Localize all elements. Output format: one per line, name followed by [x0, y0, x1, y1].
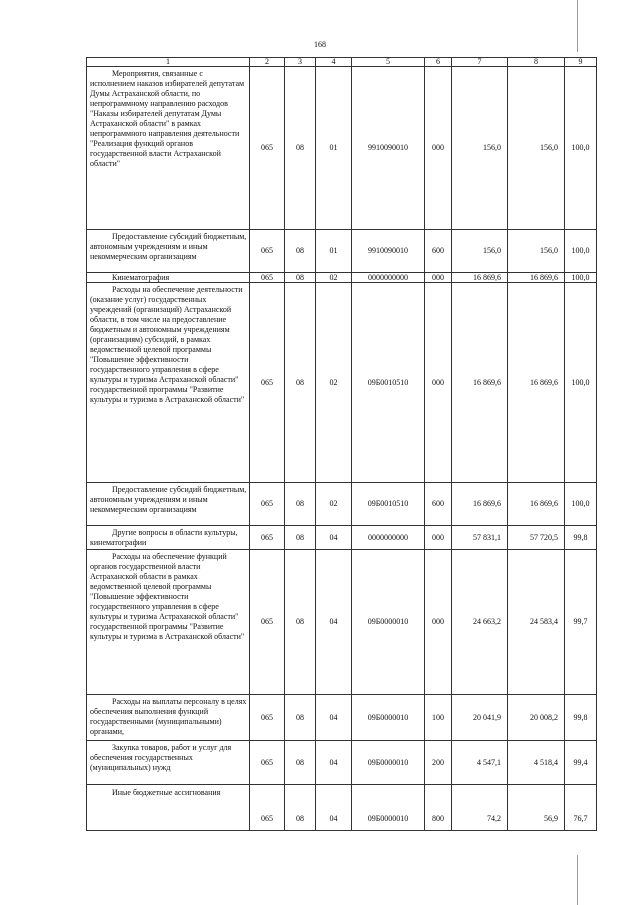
- row-name-cell: Другие вопросы в области культуры, кинематографии: [87, 526, 250, 550]
- table-row: [87, 695, 597, 741]
- cell-c4: 02: [316, 483, 352, 526]
- cell-c4: 01: [316, 67, 352, 230]
- cell-c7: 24 663,2: [452, 550, 508, 695]
- cell-c2: 065: [250, 526, 285, 550]
- cell-c7: 156,0: [452, 67, 508, 230]
- header-cell: 9: [565, 58, 597, 67]
- cell-c3: 08: [285, 283, 316, 483]
- cell-c4: 04: [316, 526, 352, 550]
- cell-c6: 000: [425, 526, 452, 550]
- row-name-cell: Предоставление субсидий бюджетным, автономным учреждениям и иным некоммерческим организациям: [87, 483, 250, 526]
- cell-c2: 065: [250, 550, 285, 695]
- budget-table: [86, 57, 597, 831]
- cell-c4: 04: [316, 785, 352, 831]
- cell-c4: 02: [316, 283, 352, 483]
- cell-c9: 100,0: [565, 230, 597, 273]
- page-number: 168: [314, 40, 326, 49]
- cell-c3: 08: [285, 741, 316, 785]
- header-cell: 7: [452, 58, 508, 67]
- cell-c9: 100,0: [565, 483, 597, 526]
- cell-c8: 4 518,4: [508, 741, 565, 785]
- cell-c9: 100,0: [565, 283, 597, 483]
- cell-c8: 57 720,5: [508, 526, 565, 550]
- cell-c9: 99,8: [565, 695, 597, 741]
- cell-c2: 065: [250, 283, 285, 483]
- row-name-cell: Расходы на обеспечение функций органов государственной власти Астраханской области в рамках ведомственной целевой программы "Повышение эффективности государственного управления в сфере культуры и туризма Астраханской области" государственной программы "Развитие культуры и туризма в Астраханской области": [87, 550, 250, 695]
- header-cell: 6: [425, 58, 452, 67]
- header-cell: 8: [508, 58, 565, 67]
- cell-c8: 16 869,6: [508, 483, 565, 526]
- header-cell: 5: [352, 58, 425, 67]
- table-row: [87, 283, 597, 483]
- header-cell: 4: [316, 58, 352, 67]
- cell-c5: 09Б0000010: [352, 785, 425, 831]
- cell-c5: 0000000000: [352, 273, 425, 283]
- cell-c4: 02: [316, 273, 352, 283]
- table-row: [87, 550, 597, 695]
- cell-c7: 4 547,1: [452, 741, 508, 785]
- cell-c9: 100,0: [565, 273, 597, 283]
- cell-c2: 065: [250, 273, 285, 283]
- cell-c6: 800: [425, 785, 452, 831]
- cell-c7: 74,2: [452, 785, 508, 831]
- cell-c4: 01: [316, 230, 352, 273]
- margin-rule: [577, 855, 578, 905]
- cell-c8: 16 869,6: [508, 283, 565, 483]
- header-cell: 2: [250, 58, 285, 67]
- row-name-cell: Мероприятия, связанные с исполнением наказов избирателей депутатам Думы Астраханской области, по непрограммному направлению расходов "Наказы избирателей депутатам Думы Астраханской области" в рамках непрограммного направления деятельности "Реализация функций органов государственной власти Астраханской области": [87, 67, 250, 230]
- table-row: [87, 483, 597, 526]
- table-row: [87, 67, 597, 230]
- cell-c6: 600: [425, 230, 452, 273]
- row-name-cell: Закупка товаров, работ и услуг для обеспечения государственных (муниципальных) нужд: [87, 741, 250, 785]
- header-cell: 3: [285, 58, 316, 67]
- table-row: [87, 785, 597, 831]
- cell-c5: 0000000000: [352, 526, 425, 550]
- cell-c9: 99,4: [565, 741, 597, 785]
- cell-c5: 9910090010: [352, 230, 425, 273]
- cell-c2: 065: [250, 695, 285, 741]
- cell-c8: 20 008,2: [508, 695, 565, 741]
- row-name-cell: Расходы на обеспечение деятельности (оказание услуг) государственных учреждений (организаций) Астраханской области, в том числе на предоставление бюджетным и автономным учреждениям (организациям) субсидий, в рамках ведомственной целевой программы "Повышение эффективности государственного управления в сфере культуры и туризма Астраханской области" государственной программы "Развитие культуры и туризма в Астраханской области": [87, 283, 250, 483]
- cell-c3: 08: [285, 526, 316, 550]
- cell-c6: 000: [425, 550, 452, 695]
- cell-c4: 04: [316, 695, 352, 741]
- cell-c2: 065: [250, 230, 285, 273]
- cell-c3: 08: [285, 483, 316, 526]
- row-name-cell: Расходы на выплаты персоналу в целях обеспечения выполнения функций государственными (муниципальными) органами,: [87, 695, 250, 741]
- cell-c8: 156,0: [508, 67, 565, 230]
- cell-c9: 76,7: [565, 785, 597, 831]
- cell-c7: 20 041,9: [452, 695, 508, 741]
- cell-c5: 09Б0000010: [352, 550, 425, 695]
- cell-c7: 57 831,1: [452, 526, 508, 550]
- table-row: [87, 230, 597, 273]
- header-cell: 1: [87, 58, 250, 67]
- cell-c7: 16 869,6: [452, 283, 508, 483]
- cell-c5: 09Б0000010: [352, 741, 425, 785]
- cell-c9: 99,7: [565, 550, 597, 695]
- cell-c3: 08: [285, 550, 316, 695]
- cell-c2: 065: [250, 483, 285, 526]
- cell-c6: 200: [425, 741, 452, 785]
- cell-c3: 08: [285, 230, 316, 273]
- row-name-cell: Предоставление субсидий бюджетным, автономным учреждениям и иным некоммерческим организациям: [87, 230, 250, 273]
- cell-c2: 065: [250, 785, 285, 831]
- cell-c3: 08: [285, 273, 316, 283]
- cell-c3: 08: [285, 67, 316, 230]
- cell-c7: 156,0: [452, 230, 508, 273]
- cell-c5: 9910090010: [352, 67, 425, 230]
- cell-c6: 000: [425, 67, 452, 230]
- cell-c8: 156,0: [508, 230, 565, 273]
- cell-c5: 09Б0010510: [352, 483, 425, 526]
- cell-c2: 065: [250, 741, 285, 785]
- cell-c7: 16 869,6: [452, 273, 508, 283]
- table-row: [87, 741, 597, 785]
- cell-c6: 100: [425, 695, 452, 741]
- cell-c8: 56,9: [508, 785, 565, 831]
- table-row: [87, 526, 597, 550]
- cell-c6: 000: [425, 283, 452, 483]
- cell-c9: 99,8: [565, 526, 597, 550]
- cell-c4: 04: [316, 741, 352, 785]
- cell-c3: 08: [285, 695, 316, 741]
- cell-c3: 08: [285, 785, 316, 831]
- cell-c6: 600: [425, 483, 452, 526]
- cell-c9: 100,0: [565, 67, 597, 230]
- cell-c5: 09Б0000010: [352, 695, 425, 741]
- cell-c2: 065: [250, 67, 285, 230]
- table-row: [87, 273, 597, 283]
- row-name-cell: Кинематография: [87, 273, 250, 283]
- cell-c8: 16 869,6: [508, 273, 565, 283]
- cell-c8: 24 583,4: [508, 550, 565, 695]
- header-row: [87, 58, 597, 67]
- row-name-cell: Иные бюджетные ассигнования: [87, 785, 250, 831]
- cell-c5: 09Б0010510: [352, 283, 425, 483]
- cell-c4: 04: [316, 550, 352, 695]
- cell-c7: 16 869,6: [452, 483, 508, 526]
- margin-rule: [577, 0, 578, 52]
- cell-c6: 000: [425, 273, 452, 283]
